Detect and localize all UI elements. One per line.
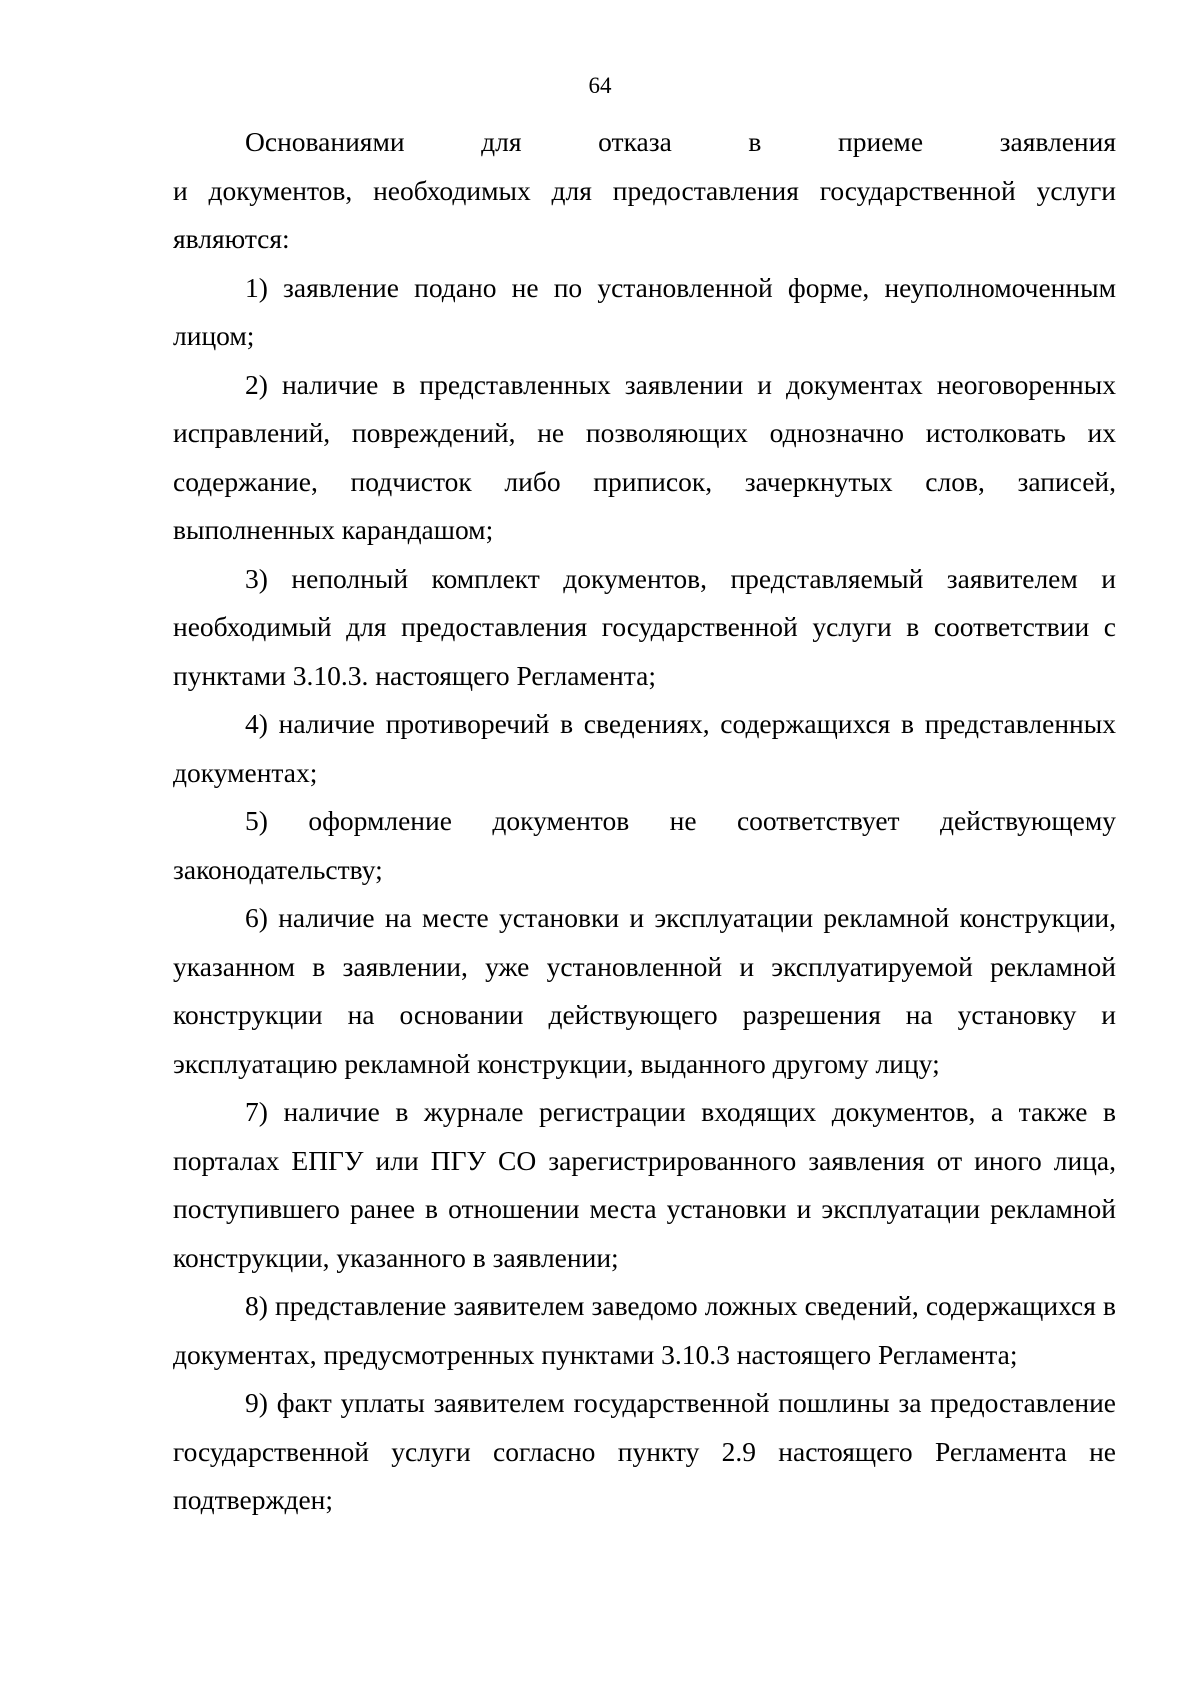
list-item-2: 2) наличие в представленных заявлении и документах неоговоренных исправлений, повреждений, не позволяющих однозначно истолковать их содержание, подчисток либо приписок, зачеркнутых слов, записей, выполненных карандашом; — [173, 368, 1116, 545]
document-body — [173, 118, 1116, 1525]
list-item-3: 3) неполный комплект документов, представляемый заявителем и необходимый для предоставления государственной услуги в соответствии с пунктами 3.10.3. настоящего Регламента; — [173, 562, 1116, 691]
list-item-8: 8) представление заявителем заведомо ложных сведений, содержащихся в документах, предусмотренных пунктами 3.10.3 настоящего Регламента; — [173, 1290, 1116, 1370]
list-item-1: 1) заявление подано не по установленной форме, неуполномоченным лицом; — [173, 271, 1116, 351]
intro-paragraph-rest: и документов, необходимых для предоставления государственной услуги являются: — [173, 174, 1116, 254]
list-item-6: 6) наличие на месте установки и эксплуатации рекламной конструкции, указанном в заявлении, уже установленной и эксплуатируемой рекламной конструкции на основании действующего разрешения на установку и эксплуатацию рекламной конструкции, выданного другому лицу; — [173, 902, 1116, 1079]
page-number: 64 — [588, 73, 612, 98]
list-item-7: 7) наличие в журнале регистрации входящих документов, а также в порталах ЕПГУ или ПГУ СО зарегистрированного заявления от иного лица, поступившего ранее в отношении места установки и эксплуатации рекламной конструкции, указанного в заявлении; — [173, 1096, 1116, 1273]
list-item-5: 5) оформление документов не соответствует действующему законодательству; — [173, 805, 1116, 885]
intro-paragraph-line-1: Основаниями для отказа в приеме заявления — [245, 126, 1116, 157]
list-item-4: 4) наличие противоречий в сведениях, содержащихся в представленных документах; — [173, 708, 1116, 788]
list-item-9: 9) факт уплаты заявителем государственной пошлины за предоставление государственной услуги согласно пункту 2.9 настоящего Регламента не подтвержден; — [173, 1387, 1116, 1515]
